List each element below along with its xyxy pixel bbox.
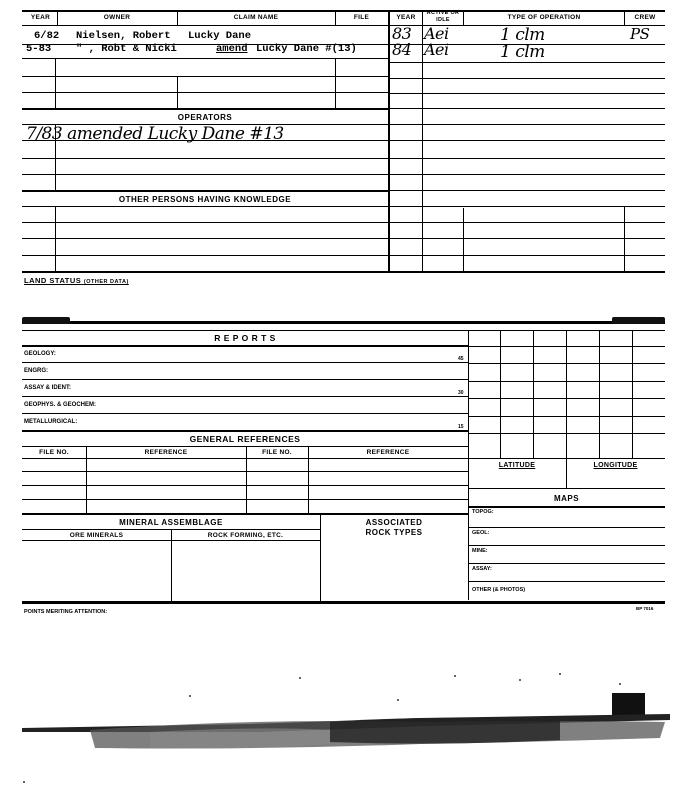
form-number: BP 7016 (636, 606, 654, 611)
report-metallurgical-label: METALLURGICAL: (24, 419, 78, 425)
col-header-activity-year: YEAR (396, 14, 416, 21)
ref-header-file-no-1: FILE NO. (39, 449, 69, 456)
ref-header-reference-1: REFERENCE (144, 449, 188, 456)
associated-rock-types-label: ASSOCIATED ROCK TYPES (365, 518, 423, 537)
report-assay-label: ASSAY & IDENT: (24, 385, 72, 391)
activity-row-1-operation: 1 clm (500, 25, 545, 45)
report-geology-number: 45 (458, 356, 464, 362)
points-meriting-attention-label: POINTS MERITING ATTENTION: (24, 609, 108, 615)
col-header-active-or-idle: ACTIVE OR IDLE (426, 10, 460, 23)
claim-row-1-owner: Nielsen, Robert (76, 30, 171, 42)
report-geophys-label: GEOPHYS. & GEOCHEM: (24, 402, 97, 408)
operator-entry-1: 7/83 amended Lucky Dane #13 (26, 124, 284, 144)
maps-assay-label: ASSAY: (472, 566, 492, 572)
claim-row-2-claim-name: Lucky Dane #(13) (256, 43, 357, 55)
other-persons-title: OTHER PERSONS HAVING KNOWLEDGE (118, 195, 292, 204)
ref-header-file-no-2: FILE NO. (262, 449, 292, 456)
col-header-year: YEAR (30, 14, 51, 21)
col-header-file: FILE (353, 14, 370, 21)
maps-geol-label: GEOL: (472, 530, 490, 536)
maps-title: MAPS (553, 494, 580, 503)
scan-smudge (0, 660, 678, 800)
activity-row-1-status: Aei (424, 24, 449, 43)
report-engrg-label: ENGRG: (24, 368, 48, 374)
activity-row-1-year: 83 (392, 24, 412, 43)
mineral-assemblage-title: MINERAL ASSEMBLAGE (119, 518, 223, 527)
claim-row-2-amend: amend (216, 43, 248, 55)
claim-row-1-year: 6/82 (34, 30, 60, 42)
maps-topog-label: TOPOG: (472, 509, 494, 515)
ore-minerals-header: ORE MINERALS (69, 532, 124, 539)
col-header-type-of-operation: TYPE OF OPERATION (507, 14, 581, 21)
activity-row-2-status: Aei (424, 40, 449, 59)
claim-row-1-claim-name: Lucky Dane (188, 30, 252, 42)
col-header-claim-name: CLAIM NAME (233, 14, 279, 21)
ref-header-reference-2: REFERENCE (366, 449, 410, 456)
general-references-title: GENERAL REFERENCES (189, 434, 301, 444)
reports-title: R E P O R T S (214, 333, 276, 343)
col-header-owner: OWNER (103, 14, 131, 21)
longitude-label: LONGITUDE (593, 462, 638, 469)
land-status-label: LAND STATUS (OTHER DATA) (24, 276, 129, 285)
operators-title: OPERATORS (177, 113, 233, 122)
claim-row-2-owner: " , Robt & Nicki (76, 43, 177, 55)
report-assay-number: 30 (458, 390, 464, 396)
rock-forming-header: ROCK FORMING, ETC. (207, 532, 284, 539)
claim-row-2-year: 5-83 (26, 43, 52, 55)
report-geology-label: GEOLOGY: (24, 351, 56, 357)
activity-row-2-operation: 1 clm (500, 42, 545, 62)
maps-other-photos-label: OTHER (& PHOTOS) (472, 587, 526, 593)
activity-row-1-crew: PS (630, 25, 650, 43)
latitude-label: LATITUDE (498, 462, 536, 469)
maps-mine-label: MINE: (472, 548, 488, 554)
col-header-crew: CREW (634, 14, 656, 21)
activity-row-2-year: 84 (392, 40, 412, 59)
report-metallurgical-number: 15 (458, 424, 464, 430)
